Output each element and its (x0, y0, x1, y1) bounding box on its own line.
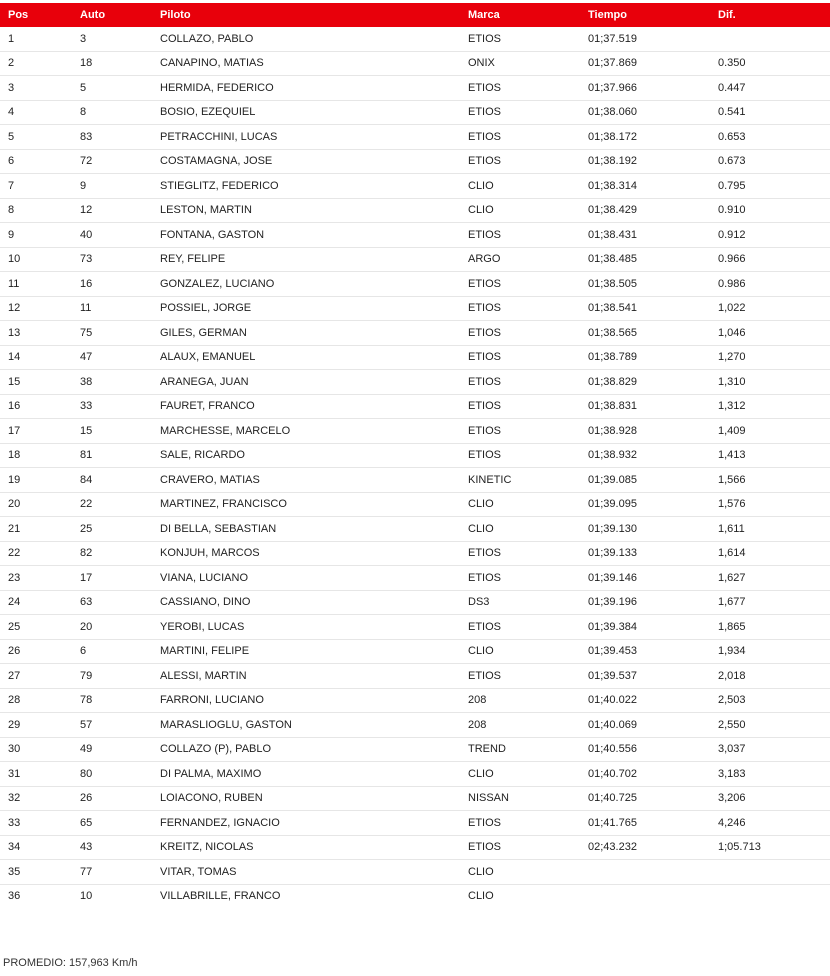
cell-marca: KINETIC (460, 468, 580, 493)
cell-tiempo: 01;38.789 (580, 345, 710, 370)
cell-marca: ETIOS (460, 149, 580, 174)
cell-marca: ETIOS (460, 321, 580, 346)
table-row (0, 468, 830, 493)
cell-dif: 0.912 (710, 223, 830, 248)
cell-dif: 1,934 (710, 639, 830, 664)
cell-dif: 1,611 (710, 517, 830, 542)
table-row (0, 223, 830, 248)
cell-auto: 80 (72, 762, 152, 787)
cell-pos: 31 (0, 762, 72, 787)
cell-marca: ETIOS (460, 76, 580, 101)
cell-pos: 28 (0, 688, 72, 713)
cell-pos: 34 (0, 835, 72, 860)
cell-dif: 1;05.713 (710, 835, 830, 860)
cell-dif: 0.350 (710, 51, 830, 76)
cell-tiempo: 01;38.192 (580, 149, 710, 174)
cell-marca: ETIOS (460, 125, 580, 150)
table-row (0, 149, 830, 174)
cell-piloto: PETRACCHINI, LUCAS (152, 125, 460, 150)
cell-piloto: VITAR, TOMAS (152, 860, 460, 885)
cell-dif: 1,677 (710, 590, 830, 615)
cell-piloto: KONJUH, MARCOS (152, 541, 460, 566)
cell-marca: ETIOS (460, 345, 580, 370)
cell-tiempo: 01;39.537 (580, 664, 710, 689)
cell-auto: 20 (72, 615, 152, 640)
cell-piloto: CRAVERO, MATIAS (152, 468, 460, 493)
cell-piloto: YEROBI, LUCAS (152, 615, 460, 640)
cell-tiempo: 01;39.384 (580, 615, 710, 640)
cell-marca: CLIO (468, 890, 494, 903)
cell-dif: 1,627 (710, 566, 830, 591)
cell-marca: ETIOS (460, 443, 580, 468)
cell-auto: 15 (72, 419, 152, 444)
cell-marca: ETIOS (460, 296, 580, 321)
cell-pos: 13 (0, 321, 72, 346)
cell-marca: ETIOS (460, 370, 580, 395)
cell-pos: 5 (0, 125, 72, 150)
cell-tiempo: 01;40.725 (580, 786, 710, 811)
cell-auto: 12 (72, 198, 152, 223)
cell-pos: 26 (0, 639, 72, 664)
cell-piloto: MARTINI, FELIPE (152, 639, 460, 664)
cell-piloto: ARANEGA, JUAN (152, 370, 460, 395)
cell-auto: 16 (72, 272, 152, 297)
table-row (0, 51, 830, 76)
cell-auto: 33 (72, 394, 152, 419)
cell-dif (710, 860, 830, 885)
cell-marca: CLIO (460, 762, 580, 787)
cell-tiempo: 01;37.519 (580, 27, 710, 51)
cell-piloto: KREITZ, NICOLAS (152, 835, 460, 860)
cell-piloto: ALESSI, MARTIN (152, 664, 460, 689)
results-body (0, 27, 830, 908)
table-row (0, 27, 830, 51)
cell-tiempo: 01;39.133 (580, 541, 710, 566)
cell-marca: ETIOS (460, 27, 580, 51)
cell-piloto: REY, FELIPE (152, 247, 460, 272)
cell-tiempo: 01;38.541 (580, 296, 710, 321)
cell-tiempo: 02;43.232 (580, 835, 710, 860)
cell-auto: 40 (72, 223, 152, 248)
cell-tiempo: 01;38.172 (580, 125, 710, 150)
cell-dif: 3,206 (710, 786, 830, 811)
cell-dif: 1,566 (710, 468, 830, 493)
cell-marca: ETIOS (460, 566, 580, 591)
table-row (0, 664, 830, 689)
table-row (0, 811, 830, 836)
cell-piloto: LESTON, MARTIN (152, 198, 460, 223)
cell-tiempo: 01;38.485 (580, 247, 710, 272)
cell-pos: 30 (0, 737, 72, 762)
cell-auto: 11 (72, 296, 152, 321)
cell-pos: 8 (0, 198, 72, 223)
cell-marca: 208 (460, 713, 580, 738)
cell-tiempo: 01;39.095 (580, 492, 710, 517)
table-row (0, 688, 830, 713)
table-row (0, 860, 830, 885)
table-header-row (0, 3, 830, 27)
header-piloto: Piloto (152, 3, 460, 27)
table-row (0, 419, 830, 444)
cell-pos: 14 (0, 345, 72, 370)
cell-piloto: HERMIDA, FEDERICO (152, 76, 460, 101)
cell-pos: 15 (0, 370, 72, 395)
cell-auto: 57 (72, 713, 152, 738)
cell-auto: 79 (72, 664, 152, 689)
cell-pos: 36 (8, 890, 21, 903)
table-row (0, 394, 830, 419)
cell-tiempo: 01;39.196 (580, 590, 710, 615)
cell-dif: 1,022 (710, 296, 830, 321)
cell-tiempo: 01;38.060 (580, 100, 710, 125)
cell-dif: 2,018 (710, 664, 830, 689)
cell-piloto: LOIACONO, RUBEN (152, 786, 460, 811)
cell-piloto: DI PALMA, MAXIMO (152, 762, 460, 787)
cell-marca: ETIOS (460, 811, 580, 836)
cell-dif: 0.541 (710, 100, 830, 125)
cell-tiempo: 01;38.928 (580, 419, 710, 444)
cell-auto: 38 (72, 370, 152, 395)
table-row (0, 174, 830, 199)
cell-tiempo: 01;38.429 (580, 198, 710, 223)
cell-marca: ARGO (460, 247, 580, 272)
table-row (0, 272, 830, 297)
results-table (0, 3, 830, 908)
cell-piloto: COSTAMAGNA, JOSE (152, 149, 460, 174)
cell-piloto: MARTINEZ, FRANCISCO (152, 492, 460, 517)
cell-piloto: ALAUX, EMANUEL (152, 345, 460, 370)
cell-tiempo: 01;37.869 (580, 51, 710, 76)
cell-marca: NISSAN (460, 786, 580, 811)
cell-dif: 0.653 (710, 125, 830, 150)
cell-tiempo: 01;37.966 (580, 76, 710, 101)
cell-marca: ETIOS (460, 223, 580, 248)
cell-dif: 0.447 (710, 76, 830, 101)
cell-auto: 8 (72, 100, 152, 125)
cell-tiempo: 01;40.022 (580, 688, 710, 713)
cell-dif: 3,037 (710, 737, 830, 762)
cell-auto: 22 (72, 492, 152, 517)
cell-auto: 78 (72, 688, 152, 713)
cell-pos: 6 (0, 149, 72, 174)
cell-auto: 17 (72, 566, 152, 591)
cell-piloto: POSSIEL, JORGE (152, 296, 460, 321)
cell-pos: 2 (0, 51, 72, 76)
table-row (0, 321, 830, 346)
table-row (0, 566, 830, 591)
cell-pos: 29 (0, 713, 72, 738)
cell-dif: 4,246 (710, 811, 830, 836)
cell-auto: 43 (72, 835, 152, 860)
table-row (0, 517, 830, 542)
cell-marca: CLIO (460, 492, 580, 517)
cell-auto: 65 (72, 811, 152, 836)
cell-piloto: COLLAZO (P), PABLO (152, 737, 460, 762)
cell-marca: ETIOS (460, 615, 580, 640)
cell-pos: 25 (0, 615, 72, 640)
cell-auto: 10 (80, 890, 93, 903)
table-row (0, 76, 830, 101)
table-row (0, 370, 830, 395)
cell-tiempo: 01;39.085 (580, 468, 710, 493)
cell-tiempo: 01;38.314 (580, 174, 710, 199)
table-row (0, 443, 830, 468)
cell-auto: 82 (72, 541, 152, 566)
cell-piloto: BOSIO, EZEQUIEL (152, 100, 460, 125)
cell-tiempo: 01;41.765 (580, 811, 710, 836)
cell-marca: CLIO (460, 639, 580, 664)
cell-tiempo: 01;40.069 (580, 713, 710, 738)
cell-auto: 18 (72, 51, 152, 76)
cell-piloto: FARRONI, LUCIANO (152, 688, 460, 713)
cell-dif: 1,865 (710, 615, 830, 640)
table-row (0, 762, 830, 787)
table-row (0, 125, 830, 150)
cell-auto: 77 (72, 860, 152, 885)
cell-auto: 49 (72, 737, 152, 762)
cell-tiempo: 01;38.932 (580, 443, 710, 468)
table-row (0, 198, 830, 223)
cell-auto: 81 (72, 443, 152, 468)
cell-marca: ONIX (460, 51, 580, 76)
cell-pos: 24 (0, 590, 72, 615)
cell-piloto: MARCHESSE, MARCELO (152, 419, 460, 444)
cell-dif: 1,310 (710, 370, 830, 395)
cell-auto: 9 (72, 174, 152, 199)
cell-piloto: GONZALEZ, LUCIANO (152, 272, 460, 297)
cell-pos: 21 (0, 517, 72, 542)
cell-marca: CLIO (460, 174, 580, 199)
table-row (0, 786, 830, 811)
cell-dif: 1,576 (710, 492, 830, 517)
cell-dif: 1,614 (710, 541, 830, 566)
cell-pos: 35 (0, 860, 72, 885)
cell-piloto: CANAPINO, MATIAS (152, 51, 460, 76)
cell-piloto: MARASLIOGLU, GASTON (152, 713, 460, 738)
table-row (0, 737, 830, 762)
cell-auto: 5 (72, 76, 152, 101)
cell-pos: 27 (0, 664, 72, 689)
cell-piloto: FONTANA, GASTON (152, 223, 460, 248)
cell-piloto: STIEGLITZ, FEDERICO (152, 174, 460, 199)
cell-pos: 18 (0, 443, 72, 468)
cell-piloto: COLLAZO, PABLO (152, 27, 460, 51)
cell-piloto: VIANA, LUCIANO (152, 566, 460, 591)
cell-pos: 33 (0, 811, 72, 836)
cell-piloto: CASSIANO, DINO (152, 590, 460, 615)
cell-dif: 0.966 (710, 247, 830, 272)
cell-marca: TREND (460, 737, 580, 762)
cell-marca: ETIOS (460, 419, 580, 444)
cell-tiempo: 01;39.146 (580, 566, 710, 591)
cell-piloto: VILLABRILLE, FRANCO (160, 890, 281, 903)
cell-dif: 1,409 (710, 419, 830, 444)
cell-piloto: FERNANDEZ, IGNACIO (152, 811, 460, 836)
cell-pos: 22 (0, 541, 72, 566)
cell-tiempo: 01;39.130 (580, 517, 710, 542)
cell-marca: CLIO (460, 860, 580, 885)
cell-auto: 73 (72, 247, 152, 272)
cell-auto: 75 (72, 321, 152, 346)
cell-tiempo: 01;38.565 (580, 321, 710, 346)
table-row (0, 884, 830, 908)
cell-marca: ETIOS (460, 272, 580, 297)
cell-dif (710, 884, 830, 908)
cell-piloto: DI BELLA, SEBASTIAN (152, 517, 460, 542)
cell-dif: 3,183 (710, 762, 830, 787)
cell-tiempo: 01;40.556 (580, 737, 710, 762)
table-row (0, 713, 830, 738)
cell-marca: CLIO (460, 198, 580, 223)
cell-pos: 16 (0, 394, 72, 419)
header-pos: Pos (0, 3, 72, 27)
cell-auto: 26 (72, 786, 152, 811)
cell-auto: 63 (72, 590, 152, 615)
cell-marca: ETIOS (460, 835, 580, 860)
cell-marca: ETIOS (460, 100, 580, 125)
cell-auto: 6 (72, 639, 152, 664)
table-row (0, 590, 830, 615)
table-row (0, 296, 830, 321)
cell-pos: 3 (0, 76, 72, 101)
cell-dif: 1,046 (710, 321, 830, 346)
header-marca: Marca (460, 3, 580, 27)
cell-marca: ETIOS (460, 394, 580, 419)
cell-dif: 2,550 (710, 713, 830, 738)
cell-pos: 11 (0, 272, 72, 297)
header-dif: Dif. (710, 3, 830, 27)
cell-dif: 0.986 (710, 272, 830, 297)
cell-pos: 1 (0, 27, 72, 51)
cell-pos: 7 (0, 174, 72, 199)
cell-tiempo: 01;38.431 (580, 223, 710, 248)
cell-dif: 2,503 (710, 688, 830, 713)
cell-pos: 20 (0, 492, 72, 517)
cell-tiempo: 01;39.453 (580, 639, 710, 664)
table-row (0, 100, 830, 125)
cell-dif: 0.673 (710, 149, 830, 174)
cell-auto: 72 (72, 149, 152, 174)
cell-piloto: SALE, RICARDO (152, 443, 460, 468)
cell-marca: CLIO (460, 517, 580, 542)
table-row (0, 492, 830, 517)
cell-pos: 12 (0, 296, 72, 321)
cell-dif: 0.795 (710, 174, 830, 199)
cell-tiempo (580, 884, 710, 908)
cell-dif: 1,312 (710, 394, 830, 419)
cell-auto: 83 (72, 125, 152, 150)
cell-pos: 17 (0, 419, 72, 444)
table-row (0, 541, 830, 566)
cell-dif: 0.910 (710, 198, 830, 223)
cell-dif (710, 27, 830, 51)
cell-marca: 208 (460, 688, 580, 713)
cell-tiempo: 01;38.829 (580, 370, 710, 395)
cell-dif: 1,270 (710, 345, 830, 370)
cell-piloto: GILES, GERMAN (152, 321, 460, 346)
table-row (0, 835, 830, 860)
cell-auto: 84 (72, 468, 152, 493)
average-speed: PROMEDIO: 157,963 Km/h (3, 957, 138, 969)
cell-tiempo: 01;40.702 (580, 762, 710, 787)
table-row (0, 639, 830, 664)
cell-auto: 3 (72, 27, 152, 51)
cell-auto: 25 (72, 517, 152, 542)
table-row (0, 247, 830, 272)
cell-pos: 32 (0, 786, 72, 811)
header-auto: Auto (72, 3, 152, 27)
cell-marca: ETIOS (460, 541, 580, 566)
cell-marca: ETIOS (460, 664, 580, 689)
cell-pos: 19 (0, 468, 72, 493)
cell-pos: 4 (0, 100, 72, 125)
cell-marca: DS3 (460, 590, 580, 615)
cell-auto: 47 (72, 345, 152, 370)
cell-tiempo: 01;38.831 (580, 394, 710, 419)
cell-tiempo: 01;38.505 (580, 272, 710, 297)
cell-pos: 23 (0, 566, 72, 591)
table-row (0, 615, 830, 640)
cell-piloto: FAURET, FRANCO (152, 394, 460, 419)
cell-pos: 10 (0, 247, 72, 272)
header-tiempo: Tiempo (580, 3, 710, 27)
cell-tiempo (580, 860, 710, 885)
cell-pos: 9 (0, 223, 72, 248)
cell-dif: 1,413 (710, 443, 830, 468)
table-row (0, 345, 830, 370)
